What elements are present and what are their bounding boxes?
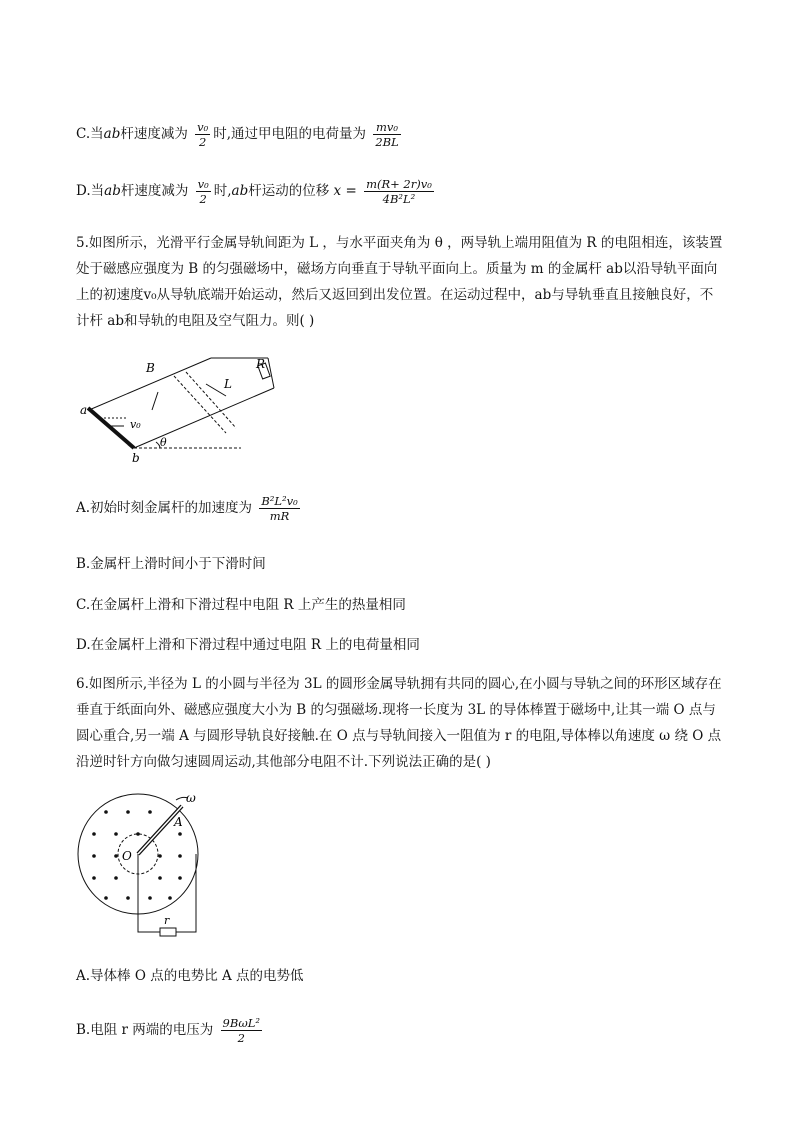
- fraction-charge: [373, 120, 400, 149]
- question-6-stem: 6.如图所示,半径为 L 的小圆与半径为 3L 的圆形金属导轨拥有共同的圆心,在小圆与导轨之间的环形区域存在垂直于纸面向外、磁感应强度大小为 B 的匀强磁场.现将一长度为 3L 的导体棒置于磁场中,让其一端 O 点与圆心重合,另一端 A 与圆形导轨良好接触.在 O 点与导轨间接入一阻值为 r 的电阻,导体棒以角速度 ω 绕 O 点沿逆时针方向做匀速圆周运动,其他部分电阻不计.下列说法正确的是( ): [76, 676, 722, 770]
- option-d-prefix: D.当: [76, 183, 105, 199]
- fraction-denominator: mR: [269, 509, 290, 523]
- q5-option-c: C.在金属杆上滑和下滑过程中电阻 R 上产生的热量相同: [76, 597, 406, 613]
- fraction-numerator: v₀: [197, 177, 209, 191]
- label-omega: ω: [186, 792, 196, 805]
- option-c-text: 杆速度减为: [120, 126, 188, 142]
- fraction-numerator: 9BωL²: [222, 1016, 260, 1030]
- option-d-text: 杆速度减为: [120, 183, 189, 199]
- dashed-line-1: [174, 376, 226, 433]
- q6-option-a: A.导体棒 O 点的电势比 A 点的电势低: [76, 968, 304, 984]
- label-b-field: B: [146, 361, 155, 375]
- option-d-text-2: 时,: [213, 183, 232, 199]
- rail-bottom: [134, 388, 274, 448]
- option-c: [76, 120, 404, 149]
- fraction-displacement: [364, 177, 434, 206]
- fraction-numerator: mv₀: [373, 120, 400, 135]
- rod-label: ab: [103, 126, 121, 142]
- q5-option-b: B.金属杆上滑时间小于下滑时间: [76, 556, 266, 572]
- q5-option-d: D.在金属杆上滑和下滑过程中通过电阻 R 上的电荷量相同: [76, 637, 420, 653]
- label-o: O: [122, 849, 132, 863]
- question-5-stem: 5.如图所示，光滑平行金属导轨间距为 L ，与水平面夹角为 θ ，两导轨上端用阻值为 R 的电阻相连，该装置处于磁感应强度为 B 的匀强磁场中，磁场方向垂直于导轨平面向上。质量为 m 的金属杆 ab以沿导轨平面向上的初速度v₀从导轨底端开始运动，然后又返回到出发位置。在运动过程中，ab与导轨垂直且接触良好，不计杆 ab和导轨的电阻及空气阻力。则( ): [76, 235, 723, 329]
- resistor-r: [160, 928, 176, 936]
- option-c-text-2: 时,通过甲电阻的电荷量为: [213, 126, 367, 142]
- figure-circular-rail: [76, 792, 216, 942]
- label-r: r: [164, 914, 170, 927]
- l-dimension: [206, 384, 226, 396]
- label-theta: θ: [160, 436, 167, 449]
- rod-label: ab: [231, 183, 249, 199]
- fraction-denominator: 2: [199, 192, 207, 206]
- fraction-numerator: m(R+ 2r)v₀: [366, 177, 432, 191]
- label-spacing: L: [224, 377, 232, 391]
- displacement-symbol: x =: [333, 183, 357, 199]
- fraction-numerator: v₀: [197, 120, 209, 134]
- b-arrow: [152, 392, 158, 410]
- fraction-denominator: 2: [237, 1031, 245, 1045]
- q5-option-a-text: A.初始时刻金属杆的加速度为: [76, 500, 253, 516]
- fraction-denominator: 2BL: [375, 135, 399, 149]
- label-v0: v₀: [130, 418, 141, 431]
- label-resistor: R: [256, 357, 266, 371]
- fraction-denominator: 4B²L²: [382, 192, 416, 206]
- conductor-rod-highlight: [138, 806, 182, 854]
- fraction-denominator: 2: [199, 135, 207, 149]
- label-a: A: [174, 815, 183, 829]
- label-b-end: b: [132, 451, 140, 465]
- option-d: [76, 177, 437, 206]
- rod-ab: [88, 408, 134, 448]
- option-c-prefix: C.当: [76, 126, 104, 142]
- q5-option-a: [76, 494, 303, 523]
- fraction-v0-over-2: [195, 120, 210, 149]
- fraction-numerator: B²L²v₀: [261, 494, 298, 508]
- q6-option-b: [76, 1016, 265, 1045]
- option-d-text-3: 杆运动的位移: [248, 183, 330, 199]
- figure-inclined-rails: [76, 350, 286, 468]
- label-a: a: [80, 403, 88, 417]
- rod-label: ab: [104, 183, 121, 199]
- fraction-acceleration: [259, 494, 299, 523]
- fraction-v0-over-2: [196, 177, 211, 206]
- q6-option-b-text: B.电阻 r 两端的电压为: [76, 1022, 214, 1038]
- fraction-voltage: [221, 1016, 262, 1045]
